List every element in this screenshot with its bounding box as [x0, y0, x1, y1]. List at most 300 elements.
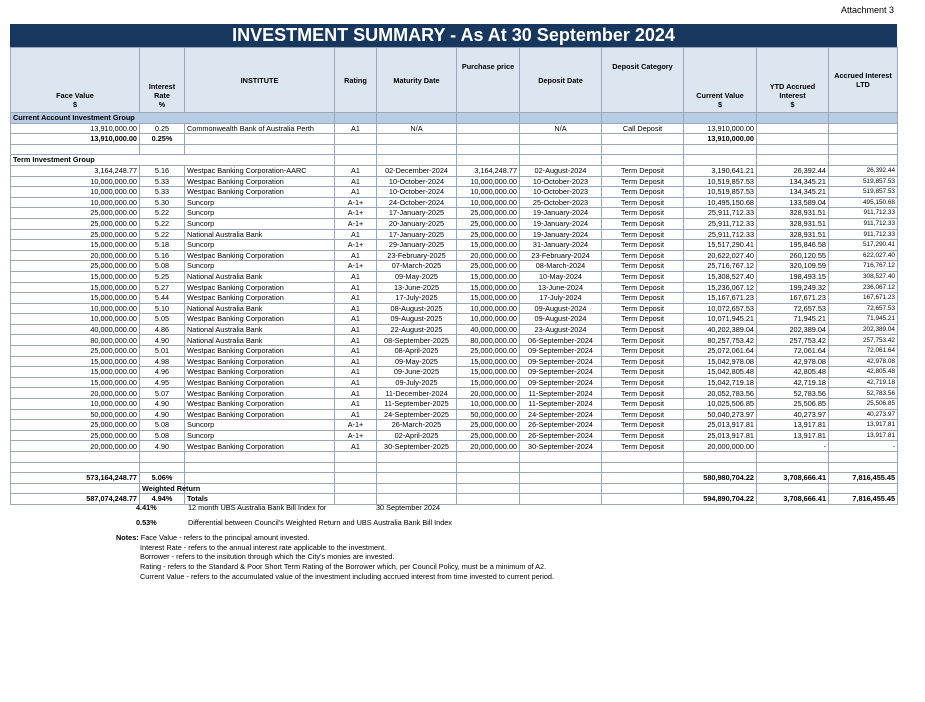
cell-rating: A-1+: [335, 420, 377, 431]
cell-maturity: 09-May-2025: [377, 271, 457, 282]
cell-ltd: 622,027.40: [829, 250, 898, 261]
cell-deposit: 11-September-2024: [520, 388, 602, 399]
cell-rating: A1: [335, 367, 377, 378]
cell-institute: Suncorp: [185, 208, 335, 219]
cell-rating: A1: [335, 271, 377, 282]
table-row: [11, 356, 898, 367]
cell-current: 25,911,712.33: [684, 218, 757, 229]
spacer-row: [11, 452, 898, 463]
cell-institute: Westpac Banking Corporation: [185, 399, 335, 410]
cell-rating: A1: [335, 346, 377, 357]
cell-category: Term Deposit: [602, 324, 684, 335]
cell-rate: 5.27: [140, 282, 185, 293]
cell-rate: 4.90: [140, 409, 185, 420]
header-row: [11, 48, 898, 113]
cell: 7,816,455.45: [829, 473, 898, 484]
cell-purchase: 25,000,000.00: [457, 420, 520, 431]
cell-rating: A-1+: [335, 218, 377, 229]
cell-maturity: 09-June-2025: [377, 367, 457, 378]
cell-ltd: 42,719.18: [829, 377, 898, 388]
table-row: [11, 314, 898, 325]
cell-ytd: 202,389.04: [757, 324, 829, 335]
cell-ltd: 42,978.08: [829, 356, 898, 367]
cell-ltd: 911,712.33: [829, 208, 898, 219]
cell-purchase: 15,000,000.00: [457, 377, 520, 388]
cell-category: Term Deposit: [602, 314, 684, 325]
cell-deposit: 09-September-2024: [520, 377, 602, 388]
cell-ltd: 519,857.53: [829, 187, 898, 198]
cell-purchase: 50,000,000.00: [457, 409, 520, 420]
cell: 587,074,248.77: [11, 494, 140, 505]
cell-institute: Suncorp: [185, 240, 335, 251]
col-face-value: Face Value $: [11, 48, 140, 113]
cell-maturity: 30-September-2025: [377, 441, 457, 452]
cell-current: 15,042,978.08: [684, 356, 757, 367]
table-row: [11, 377, 898, 388]
col-accrued-ltd: Accrued Interest LTD: [829, 48, 898, 113]
cell-rate: 4.98: [140, 356, 185, 367]
cell-rate: 4.96: [140, 367, 185, 378]
cell-category: Term Deposit: [602, 208, 684, 219]
cell-institute: National Australia Bank: [185, 303, 335, 314]
cell-current: 10,519,857.53: [684, 176, 757, 187]
cell-face: 25,000,000.00: [11, 229, 140, 240]
cell-ytd: 134,345.21: [757, 176, 829, 187]
table-row: [11, 324, 898, 335]
cell-category: Term Deposit: [602, 165, 684, 176]
cell-rate: 5.16: [140, 165, 185, 176]
cell-rate: 5.33: [140, 176, 185, 187]
cell-rating: A1: [335, 229, 377, 240]
cell-category: Term Deposit: [602, 346, 684, 357]
cell-rating: A1: [335, 441, 377, 452]
cell-rating: A1: [335, 388, 377, 399]
cell-deposit: 30-September-2024: [520, 441, 602, 452]
cell-ytd: -: [757, 441, 829, 452]
notes-label: Notes:: [116, 533, 139, 542]
cell-face: 80,000,000.00: [11, 335, 140, 346]
cell-current: 10,071,945.21: [684, 314, 757, 325]
cell-maturity: 23-February-2025: [377, 250, 457, 261]
cell-rate: 5.16: [140, 250, 185, 261]
cell-ytd: 134,345.21: [757, 187, 829, 198]
cell-deposit: 09-September-2024: [520, 356, 602, 367]
cell-ytd: 25,506.85: [757, 399, 829, 410]
cell-face: 3,164,248.77: [11, 165, 140, 176]
cell-rate: 5.33: [140, 187, 185, 198]
cell-current: 25,072,061.64: [684, 346, 757, 357]
cell: 4.94%: [140, 494, 185, 505]
cell-deposit: 31-January-2024: [520, 240, 602, 251]
cell-ltd: -: [829, 441, 898, 452]
note-line: Interest Rate - refers to the annual interest rate applicable to the investment.: [140, 542, 387, 552]
cell-purchase: 10,000,000.00: [457, 303, 520, 314]
cell-purchase: 15,000,000.00: [457, 271, 520, 282]
cell-maturity: 02-December-2024: [377, 165, 457, 176]
cell: 573,164,248.77: [11, 473, 140, 484]
table-row: [11, 271, 898, 282]
cell-current: 15,517,290.41: [684, 240, 757, 251]
cell-deposit: 26-September-2024: [520, 430, 602, 441]
cell-ltd: 26,392.44: [829, 165, 898, 176]
cell-rating: A1: [335, 324, 377, 335]
table-row: [11, 197, 898, 208]
cell-institute: Westpac Banking Corporation: [185, 367, 335, 378]
table-row: [11, 218, 898, 229]
cell-deposit: 06-September-2024: [520, 335, 602, 346]
cell-maturity: 22-August-2025: [377, 324, 457, 335]
cell-rate: 5.22: [140, 229, 185, 240]
cell-maturity: 08-September-2025: [377, 335, 457, 346]
cell-category: Term Deposit: [602, 282, 684, 293]
col-institute: INSTITUTE: [185, 48, 335, 113]
cell-maturity: 02-April-2025: [377, 430, 457, 441]
note-line: Rating - refers to the Standard & Poor Short Term Rating of the Borrower which, per Council Policy, must be a minimum of A2.: [140, 562, 547, 572]
cell-deposit: 10-October-2023: [520, 176, 602, 187]
cell-rating: A1: [335, 303, 377, 314]
cell-ytd: 257,753.42: [757, 335, 829, 346]
cell-face: 40,000,000.00: [11, 324, 140, 335]
cell-face: 25,000,000.00: [11, 218, 140, 229]
cell-category: Term Deposit: [602, 293, 684, 304]
cell-ytd: 167,671.23: [757, 293, 829, 304]
bbsw-text: 12 month UBS Australia Bank Bill Index for: [188, 503, 327, 512]
cell-category: Term Deposit: [602, 240, 684, 251]
cell: Weighted Return: [140, 483, 185, 494]
cell-ltd: 911,712.33: [829, 218, 898, 229]
cell-ytd: 195,846.58: [757, 240, 829, 251]
cell-ytd: 26,392.44: [757, 165, 829, 176]
cell-face: 20,000,000.00: [11, 250, 140, 261]
cell-deposit: 08-March-2024: [520, 261, 602, 272]
cell-rate: 5.08: [140, 430, 185, 441]
cell-ltd: 72,657.53: [829, 303, 898, 314]
cell-face: 10,000,000.00: [11, 187, 140, 198]
cell-face: 10,000,000.00: [11, 176, 140, 187]
cell-ytd: 52,783.56: [757, 388, 829, 399]
subtotal-row-term: [11, 473, 898, 484]
cell-rating: A-1+: [335, 261, 377, 272]
cell-purchase: 15,000,000.00: [457, 367, 520, 378]
cell-current: 40,202,389.04: [684, 324, 757, 335]
cell-maturity: 29-January-2025: [377, 240, 457, 251]
table-row: [11, 441, 898, 452]
cell-face: 15,000,000.00: [11, 356, 140, 367]
cell-purchase: 10,000,000.00: [457, 187, 520, 198]
cell-rating: A1: [335, 399, 377, 410]
cell-category: Term Deposit: [602, 187, 684, 198]
cell-rate: 5.22: [140, 208, 185, 219]
cell-category: Term Deposit: [602, 197, 684, 208]
cell-ytd: 72,061.64: [757, 346, 829, 357]
cell-rating: A1: [335, 250, 377, 261]
cell-rate: 5.30: [140, 197, 185, 208]
cell-ltd: 40,273.97: [829, 409, 898, 420]
cell-deposit: 23-February-2024: [520, 250, 602, 261]
spacer-row: [11, 144, 898, 155]
bbsw-date: 30 September 2024: [376, 503, 441, 512]
cell-deposit: 02-August-2024: [520, 165, 602, 176]
col-interest-rate: Interest Rate %: [140, 48, 185, 113]
cell-institute: Suncorp: [185, 420, 335, 431]
col-rating: Rating: [335, 48, 377, 113]
cell-purchase: 15,000,000.00: [457, 240, 520, 251]
cell-current: 10,025,506.85: [684, 399, 757, 410]
cell-maturity: 17-January-2025: [377, 208, 457, 219]
weighted-return-row: [11, 483, 898, 494]
cell-ytd: 328,931.51: [757, 208, 829, 219]
cell-face: 15,000,000.00: [11, 293, 140, 304]
cell-purchase: 15,000,000.00: [457, 282, 520, 293]
bbsw-rate: 4.41%: [136, 503, 157, 512]
cell-rating: A1: [335, 282, 377, 293]
cell-ltd: 72,061.64: [829, 346, 898, 357]
cell-ltd: 13,917.81: [829, 420, 898, 431]
notes: [116, 533, 554, 582]
cell-category: Term Deposit: [602, 176, 684, 187]
cell-institute: Westpac Banking Corporation: [185, 377, 335, 388]
cell-purchase: 25,000,000.00: [457, 208, 520, 219]
cell-ytd: 42,805.48: [757, 367, 829, 378]
cell-face: 15,000,000.00: [11, 240, 140, 251]
cell-rate: 5.08: [140, 420, 185, 431]
cell-current: 15,236,067.12: [684, 282, 757, 293]
cell-face: 25,000,000.00: [11, 420, 140, 431]
cell-face: 15,000,000.00: [11, 367, 140, 378]
cell-institute: Suncorp: [185, 261, 335, 272]
cell-purchase: 25,000,000.00: [457, 218, 520, 229]
cell-ltd: 716,767.12: [829, 261, 898, 272]
cell-rate: 5.25: [140, 271, 185, 282]
cell-institute: Westpac Banking Corporation: [185, 441, 335, 452]
cell-face: 10,000,000.00: [11, 303, 140, 314]
cell: Totals: [185, 494, 335, 505]
table-row: [11, 388, 898, 399]
cell-institute: National Australia Bank: [185, 324, 335, 335]
cell-current: 15,042,805.48: [684, 367, 757, 378]
cell-ltd: 52,783.56: [829, 388, 898, 399]
cell-deposit: 09-September-2024: [520, 367, 602, 378]
cell-category: Term Deposit: [602, 420, 684, 431]
cell-ytd: 199,249.32: [757, 282, 829, 293]
cell-category: Term Deposit: [602, 218, 684, 229]
cell-current: 80,257,753.42: [684, 335, 757, 346]
cell-face: 25,000,000.00: [11, 208, 140, 219]
cell-institute: Westpac Banking Corporation: [185, 314, 335, 325]
cell-current: 3,190,641.21: [684, 165, 757, 176]
cell-institute: Westpac Banking Corporation: [185, 282, 335, 293]
cell-category: Term Deposit: [602, 367, 684, 378]
cell-ytd: 13,917.81: [757, 430, 829, 441]
cell-rate: 5.08: [140, 261, 185, 272]
cell-ytd: 133,589.04: [757, 197, 829, 208]
cell-maturity: 13-June-2025: [377, 282, 457, 293]
cell-current: 20,622,027.40: [684, 250, 757, 261]
cell-deposit: 13-June-2024: [520, 282, 602, 293]
cell-rating: A1: [335, 356, 377, 367]
cell-category: Term Deposit: [602, 303, 684, 314]
cell-category: Term Deposit: [602, 409, 684, 420]
page-title: INVESTMENT SUMMARY - As At 30 September 2024: [10, 24, 897, 47]
cell-face: 20,000,000.00: [11, 388, 140, 399]
cell-rating: A1: [335, 314, 377, 325]
cell-face: 25,000,000.00: [11, 346, 140, 357]
cell-purchase: 80,000,000.00: [457, 335, 520, 346]
cell: 580,980,704.22: [684, 473, 757, 484]
col-maturity-date: Maturity Date: [377, 48, 457, 113]
cell-ytd: 328,931.51: [757, 229, 829, 240]
cell-rate: 5.01: [140, 346, 185, 357]
cell-category: Term Deposit: [602, 335, 684, 346]
cell-current: 20,000,000.00: [684, 441, 757, 452]
cell-rating: A1: [335, 293, 377, 304]
cell-category: Term Deposit: [602, 441, 684, 452]
cell-ltd: 236,067.12: [829, 282, 898, 293]
cell-purchase: 40,000,000.00: [457, 324, 520, 335]
cell-institute: National Australia Bank: [185, 271, 335, 282]
cell-rating: A1: [335, 165, 377, 176]
cell-ytd: 198,493.15: [757, 271, 829, 282]
cell-rating: A1: [335, 176, 377, 187]
cell-deposit: 09-August-2024: [520, 314, 602, 325]
table-row: [11, 240, 898, 251]
cell-current: 25,013,917.81: [684, 430, 757, 441]
cell-deposit: 19-January-2024: [520, 229, 602, 240]
table-row: [11, 282, 898, 293]
cell-category: Term Deposit: [602, 229, 684, 240]
table-row: [11, 409, 898, 420]
cell-current: 10,072,657.53: [684, 303, 757, 314]
col-purchase-price: Purchase price: [457, 48, 520, 113]
cell-ytd: 260,120.55: [757, 250, 829, 261]
cell-face: 10,000,000.00: [11, 197, 140, 208]
cell-rating: A1: [335, 187, 377, 198]
differential-text: Differential between Council's Weighted Return and UBS Australia Bank Bill Index: [188, 518, 452, 527]
cell-face: 10,000,000.00: [11, 399, 140, 410]
differential-rate: 0.53%: [136, 518, 157, 527]
cell-rate: 5.22: [140, 218, 185, 229]
cell-ltd: 167,671.23: [829, 293, 898, 304]
cell-ytd: 328,931.51: [757, 218, 829, 229]
cell-institute: National Australia Bank: [185, 335, 335, 346]
cell-purchase: 25,000,000.00: [457, 430, 520, 441]
table-row: [11, 420, 898, 431]
cell-institute: Westpac Banking Corporation: [185, 356, 335, 367]
note-line: Face Value - refers to the principal amount invested.: [140, 533, 310, 542]
cell-institute: National Australia Bank: [185, 229, 335, 240]
cell-category: Term Deposit: [602, 271, 684, 282]
cell-deposit: 26-September-2024: [520, 420, 602, 431]
cell-maturity: 08-April-2025: [377, 346, 457, 357]
table-row: [11, 229, 898, 240]
col-deposit-date: Deposit Date: [520, 48, 602, 113]
cell-current: 50,040,273.97: [684, 409, 757, 420]
cell-category: Term Deposit: [602, 430, 684, 441]
cell-deposit: 09-September-2024: [520, 346, 602, 357]
cell-face: 15,000,000.00: [11, 282, 140, 293]
cell-rating: A1: [335, 335, 377, 346]
table-row: [11, 430, 898, 441]
cell-ltd: 517,290.41: [829, 240, 898, 251]
cell-maturity: 09-July-2025: [377, 377, 457, 388]
cell: 7,816,455.45: [829, 494, 898, 505]
cell-maturity: 20-January-2025: [377, 218, 457, 229]
table-row: [11, 176, 898, 187]
cell-face: 25,000,000.00: [11, 430, 140, 441]
cell-current: 10,495,150.68: [684, 197, 757, 208]
cell-rate: 4.90: [140, 441, 185, 452]
cell-institute: Suncorp: [185, 218, 335, 229]
col-current-value: Current Value $: [684, 48, 757, 113]
cell-purchase: 20,000,000.00: [457, 388, 520, 399]
cell-ltd: 495,150.68: [829, 197, 898, 208]
cell-institute: Westpac Banking Corporation: [185, 176, 335, 187]
cell-institute: Suncorp: [185, 430, 335, 441]
cell-category: Term Deposit: [602, 377, 684, 388]
cell-maturity: 17-January-2025: [377, 229, 457, 240]
cell-face: 50,000,000.00: [11, 409, 140, 420]
cell-maturity: 24-September-2025: [377, 409, 457, 420]
cell-maturity: 26-March-2025: [377, 420, 457, 431]
cell-deposit: 17-July-2024: [520, 293, 602, 304]
cell-rating: A-1+: [335, 240, 377, 251]
table-row: [11, 261, 898, 272]
cell-deposit: 10-May-2024: [520, 271, 602, 282]
cell-deposit: 11-September-2024: [520, 399, 602, 410]
note-line: Current Value - refers to the accumulated value of the investment including accrued interest from time invested to current period.: [140, 571, 554, 581]
cell-maturity: 11-September-2025: [377, 399, 457, 410]
cell-rate: 5.07: [140, 388, 185, 399]
cell-maturity: 11-December-2024: [377, 388, 457, 399]
table-row: [11, 367, 898, 378]
cell-institute: Westpac Banking Corporation: [185, 250, 335, 261]
cell-rating: A-1+: [335, 197, 377, 208]
cell-current: 25,716,767.12: [684, 261, 757, 272]
cell-maturity: 24-October-2024: [377, 197, 457, 208]
cell-deposit: 24-September-2024: [520, 409, 602, 420]
cell-institute: Westpac Banking Corporation: [185, 187, 335, 198]
table-row: [11, 346, 898, 357]
cell-institute: Westpac Banking Corporation: [185, 409, 335, 420]
cell-category: Term Deposit: [602, 261, 684, 272]
attachment-label: Attachment 3: [840, 5, 894, 15]
cell-ltd: 911,712.33: [829, 229, 898, 240]
cell-institute: Westpac Banking Corporation-AARC: [185, 165, 335, 176]
table-row: [11, 293, 898, 304]
cell-current: 25,911,712.33: [684, 208, 757, 219]
cell-deposit: 10-October-2023: [520, 187, 602, 198]
cell-maturity: 09-August-2025: [377, 314, 457, 325]
cell-face: 10,000,000.00: [11, 314, 140, 325]
cell-purchase: 10,000,000.00: [457, 176, 520, 187]
cell-rate: 4.86: [140, 324, 185, 335]
cell-purchase: 20,000,000.00: [457, 441, 520, 452]
cell-purchase: 10,000,000.00: [457, 399, 520, 410]
cell-category: Term Deposit: [602, 399, 684, 410]
table-row: [11, 335, 898, 346]
cell-ytd: 71,945.21: [757, 314, 829, 325]
cell-rating: A1: [335, 377, 377, 388]
table-row: [11, 165, 898, 176]
cell-ltd: 519,857.53: [829, 176, 898, 187]
cell-institute: Westpac Banking Corporation: [185, 346, 335, 357]
cell-ltd: 308,527.40: [829, 271, 898, 282]
cell-maturity: 10-October-2024: [377, 187, 457, 198]
table-row: [11, 187, 898, 198]
cell-category: Term Deposit: [602, 250, 684, 261]
cell-rating: A1: [335, 409, 377, 420]
cell: 3,708,666.41: [757, 494, 829, 505]
